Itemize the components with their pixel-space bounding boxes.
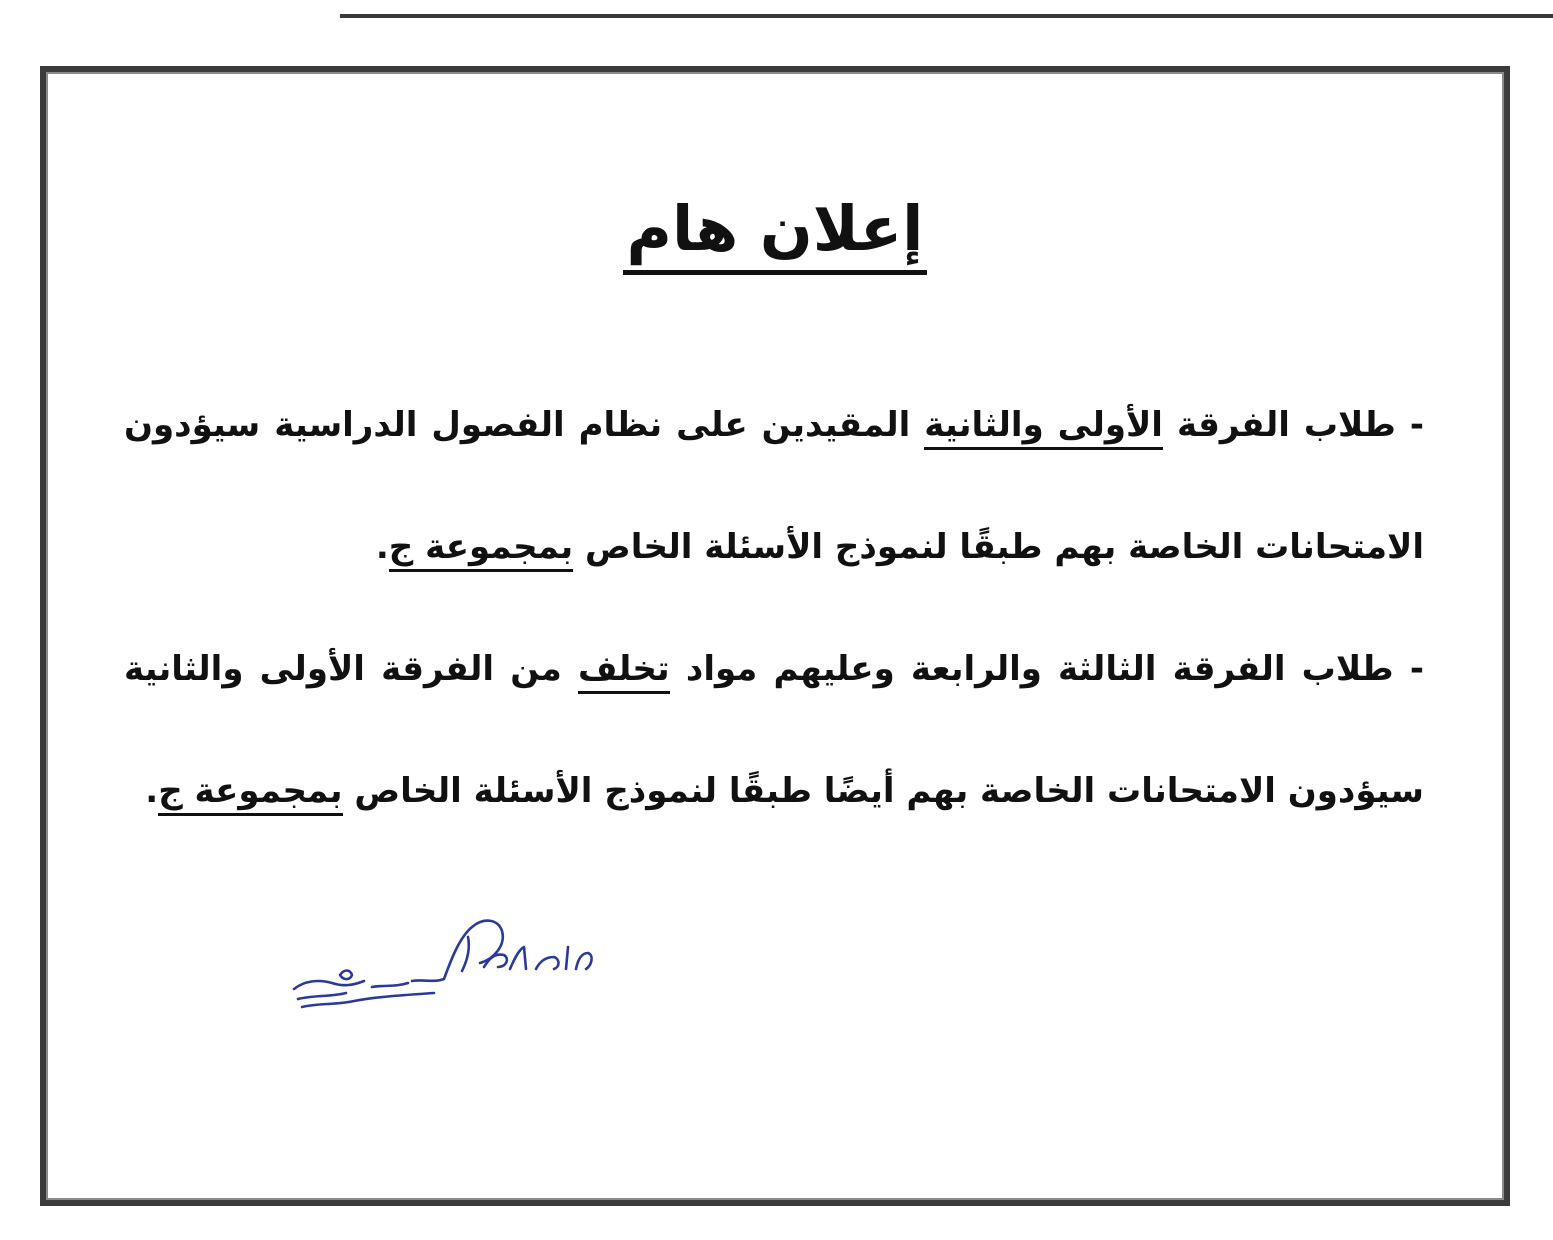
notice-frame — [40, 66, 1510, 1206]
top-edge-rule — [340, 14, 1553, 18]
item-text: طلاب الفرقة الثالثة والرابعة وعليهم مواد — [669, 649, 1410, 689]
notice-item — [124, 608, 1424, 852]
item-end-punctuation: . — [375, 527, 389, 567]
bullet-dash: - — [1409, 405, 1424, 445]
item-end-punctuation: . — [145, 771, 159, 811]
notice-body — [124, 364, 1424, 852]
bullet-dash: - — [1409, 649, 1424, 689]
underlined-phrase: بمجموعة ج — [158, 771, 342, 816]
handwritten-signature-icon — [284, 897, 624, 1027]
item-text: من الفرقة الأولى والثانية سيؤدون الامتحانات الخاصة بهم أيضًا طبقًا لنموذج الأسئلة الخاص — [124, 649, 1424, 811]
notice-title-text: إعلان هام — [623, 192, 928, 275]
notice-title — [46, 192, 1504, 275]
underlined-phrase: تخلف — [578, 649, 670, 694]
item-text: المقيدين على نظام الفصول الدراسية سيؤدون الامتحانات الخاصة بهم طبقًا لنموذج الأسئلة الخاص — [124, 405, 1424, 567]
item-text: طلاب الفرقة — [1162, 405, 1410, 445]
underlined-phrase: الأولى والثانية — [924, 405, 1163, 450]
underlined-phrase: بمجموعة ج — [389, 527, 573, 572]
notice-item — [124, 364, 1424, 608]
